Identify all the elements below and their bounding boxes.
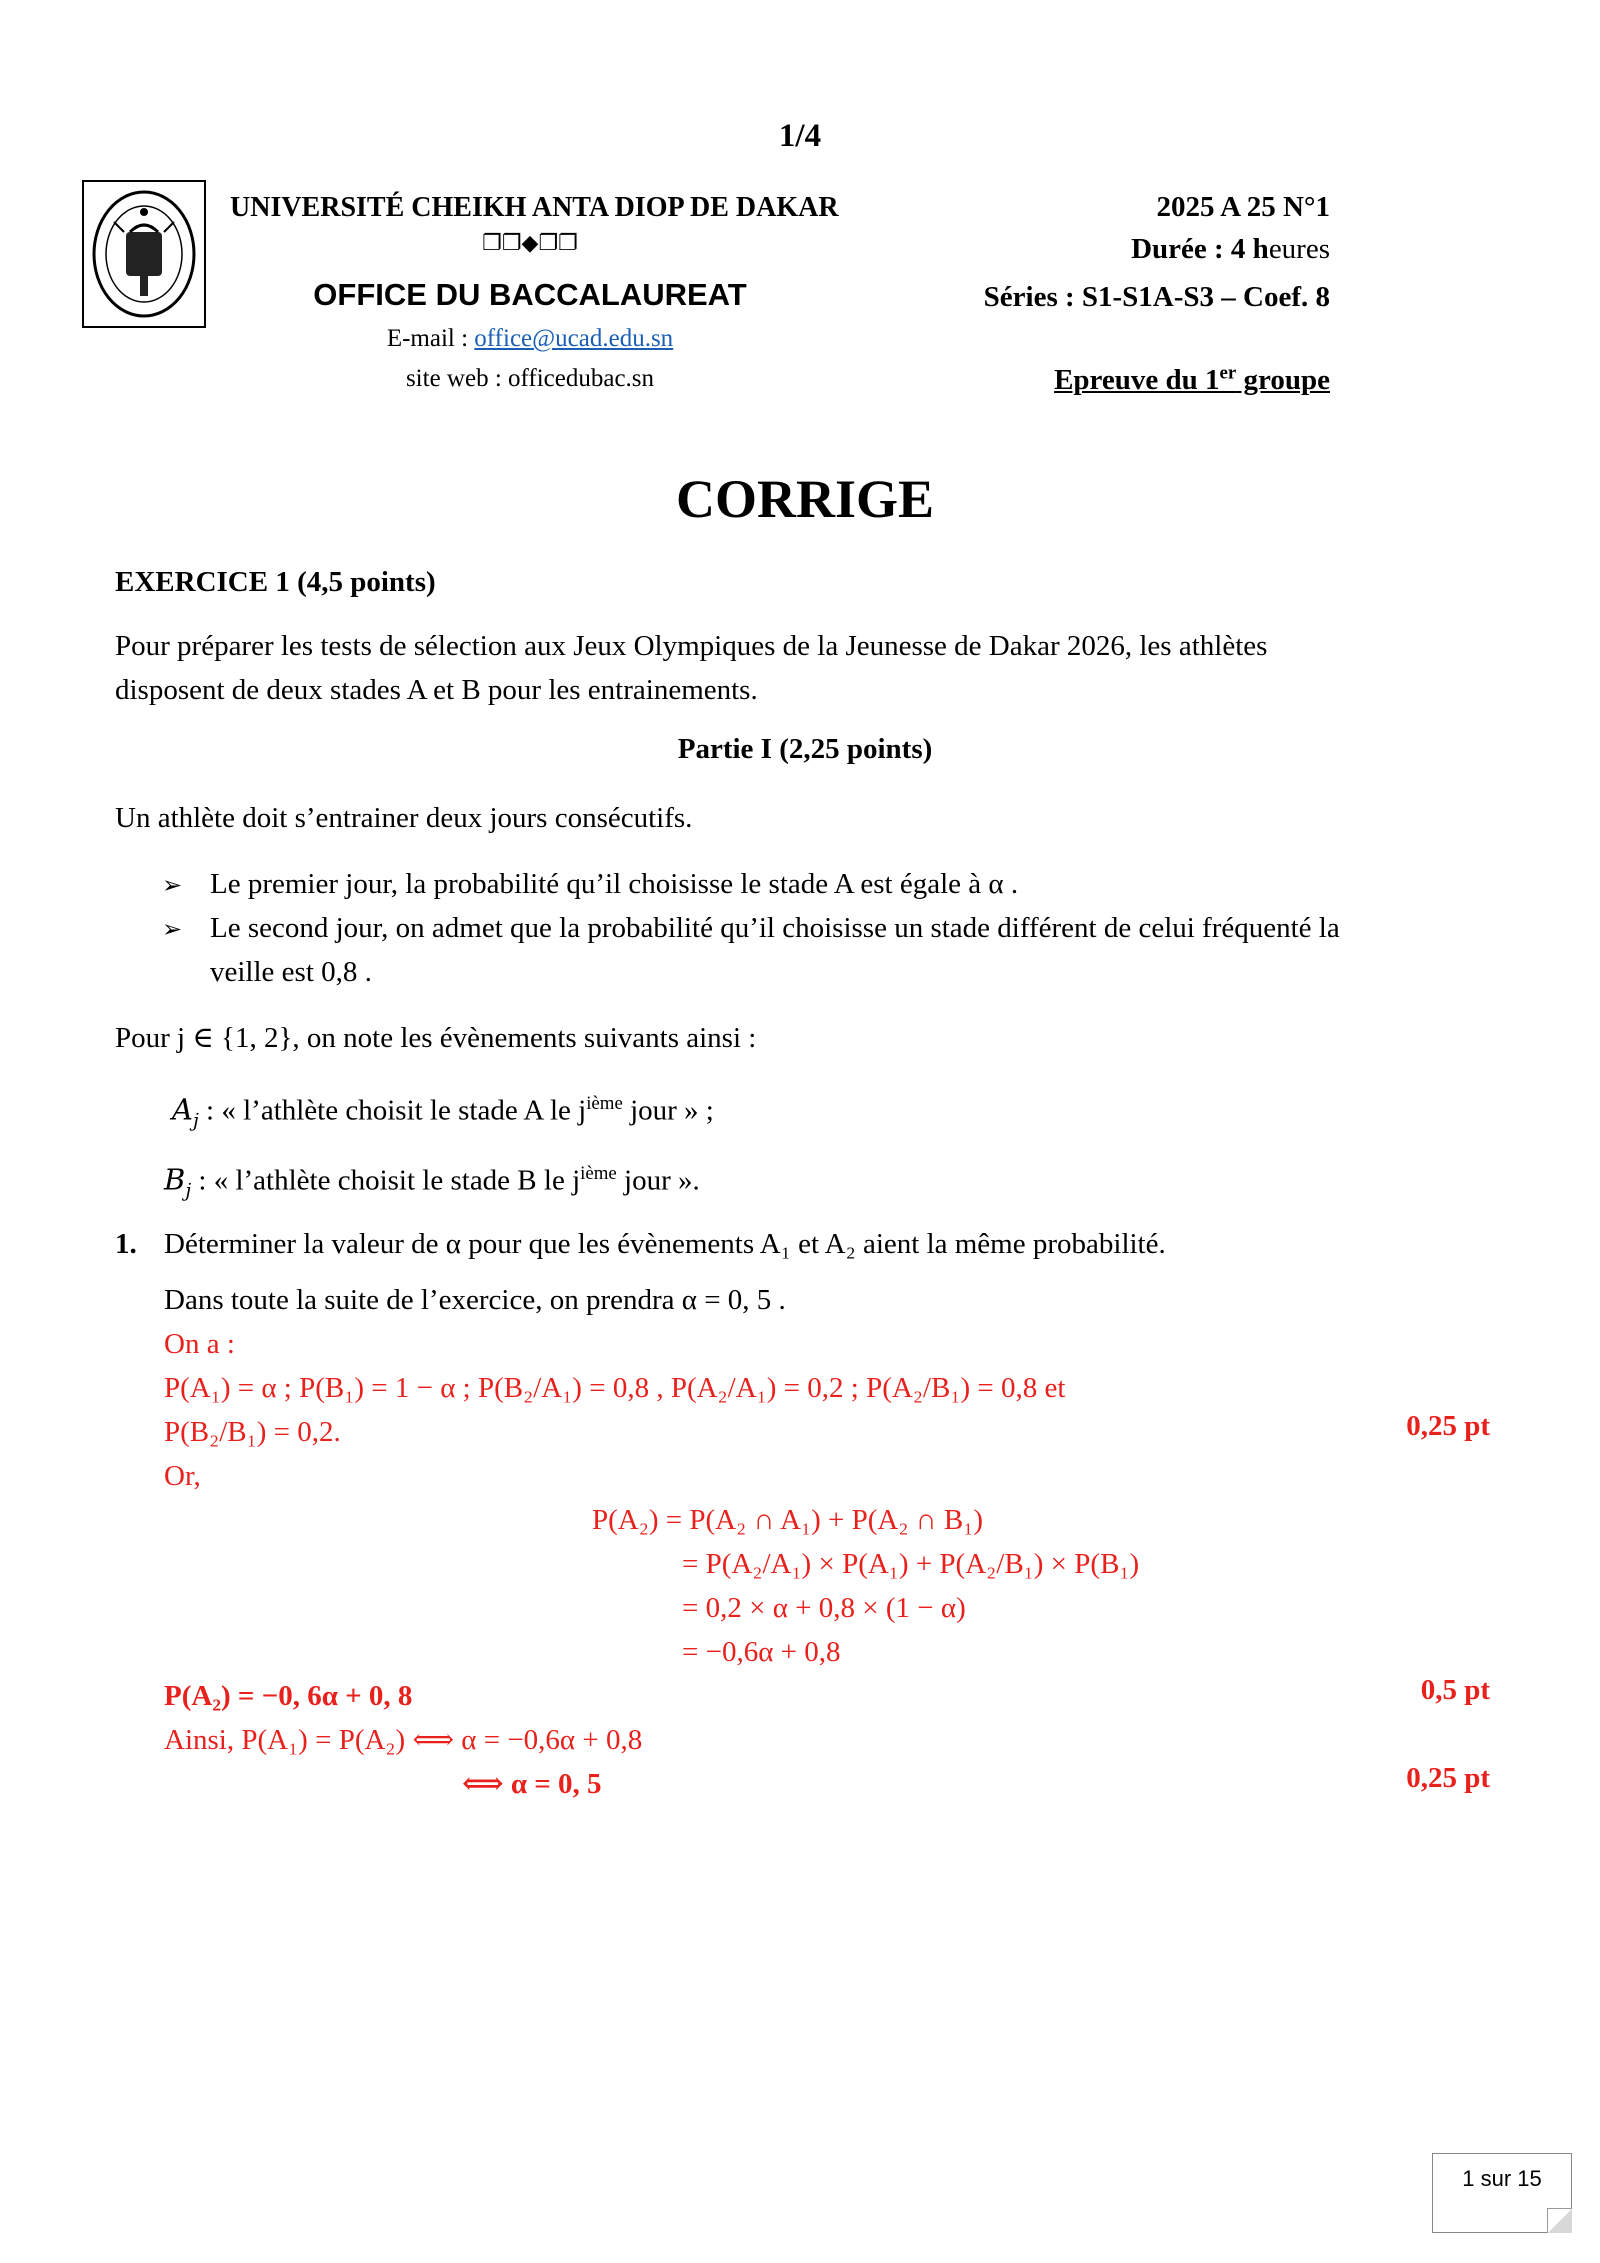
question-1: Déterminer la valeur de α pour que les évènements A₁ et A₂ aient la même probabilité. (164, 1228, 1166, 1260)
event-bj: $B_j$ : « l’athlète choisit le stade B le $j^{ième}$ jour ». (164, 1162, 700, 1202)
university-name: UNIVERSITÉ CHEIKH ANTA DIOP DE DAKAR (230, 192, 839, 223)
website-line: site web : officedubac.sn (405, 365, 655, 392)
duration: Durée : 4 heures (1131, 233, 1330, 265)
document-title: CORRIGE (675, 469, 935, 529)
solution-final: ⟺ α = 0, 5 (462, 1768, 602, 1800)
university-seal-logo (82, 180, 206, 328)
intro-line-1: Pour préparer les tests de sélection aux Jeux Olympiques de la Jeunesse de Dakar 2026, les athlètes (115, 630, 1268, 662)
exercise-heading: EXERCICE 1 (4,5 points) (115, 566, 436, 598)
office-title: OFFICE DU BACCALAUREAT (313, 277, 747, 312)
pour-line: Pour j ∈ {1, 2}, on note les évènements suivants ainsi : (115, 1022, 757, 1054)
email-line: E-mail : office@ucad.edu.sn (386, 325, 674, 352)
points-3: 0,25 pt (1406, 1762, 1490, 1794)
question-number: 1. (115, 1228, 137, 1260)
solution-on-a: On a : (164, 1328, 235, 1360)
email-link[interactable]: office@ucad.edu.sn (474, 325, 674, 352)
seal-icon (84, 182, 204, 326)
page-number-top: 1/4 (778, 118, 822, 154)
epreuve-groupe: Epreuve du 1er groupe (1054, 362, 1330, 396)
points-1: 0,25 pt (1406, 1410, 1490, 1442)
result-p-a2: P(A₂) = −0, 6α + 0, 8 (164, 1680, 413, 1712)
equation-4: = −0,6α + 0,8 (682, 1636, 841, 1668)
equation-3: = 0,2 × α + 0,8 × (1 − α) (682, 1592, 966, 1624)
solution-or: Or, (164, 1460, 201, 1492)
bullet-1: ➢ Le premier jour, la probabilité qu’il choisisse le stade A est égale à α . (162, 868, 1019, 900)
bullet-2-continued: veille est 0,8 . (210, 956, 372, 988)
bullet-2: ➢ Le second jour, on admet que la probabilité qu’il choisisse un stade différent de celui fréquenté la (162, 912, 1340, 944)
ornament: ❐❐◆❐❐ (482, 230, 578, 255)
event-aj: $A_j$ : « l’athlète choisit le stade A le $j^{ième}$ jour » ; (172, 1092, 714, 1132)
sentence: Un athlète doit s’entrainer deux jours consécutifs. (115, 802, 693, 834)
exam-code: 2025 A 25 N°1 (1156, 191, 1330, 223)
equation-2: = P(A₂/A₁) × P(A₁) + P(A₂/B₁) × P(B₁) (682, 1548, 1140, 1580)
solution-ainsi: Ainsi, P(A₁) = P(A₂) ⟺ α = −0,6α + 0,8 (164, 1724, 643, 1756)
solution-line-1: P(A₁) = α ; P(B₁) = 1 − α ; P(B₂/A₁) = 0,8 , P(A₂/A₁) = 0,2 ; P(A₂/B₁) = 0,8 et (164, 1372, 1066, 1404)
solution-line-2: P(B₂/B₁) = 0,2. (164, 1416, 341, 1448)
intro-line-2: disposent de deux stades A et B pour les entrainements. (115, 674, 758, 706)
series: Séries : S1-S1A-S3 – Coef. 8 (983, 281, 1330, 313)
page-fold-icon (1547, 2208, 1572, 2233)
equation-1: P(A₂) = P(A₂ ∩ A₁) + P(A₂ ∩ B₁) (592, 1504, 983, 1536)
footer-page-number: 1 sur 15 (1432, 2153, 1572, 2233)
part-heading: Partie I (2,25 points) (677, 733, 933, 765)
points-2: 0,5 pt (1420, 1674, 1490, 1706)
question-1-note: Dans toute la suite de l’exercice, on prendra α = 0, 5 . (164, 1284, 786, 1316)
